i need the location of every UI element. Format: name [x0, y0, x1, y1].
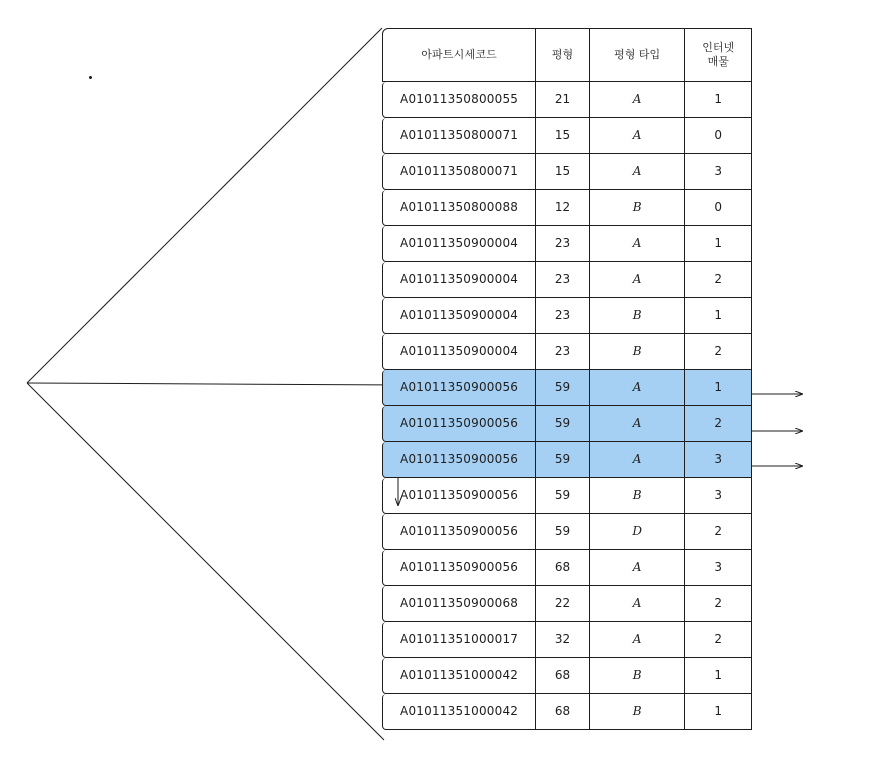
- cell-size: 59: [536, 370, 590, 405]
- cell-listings: 1: [714, 704, 723, 718]
- cell-code: A01011350900056: [383, 406, 536, 441]
- cell-type: A: [590, 82, 685, 117]
- table-row: [382, 226, 752, 262]
- table-row: [382, 190, 752, 226]
- table-row: [382, 442, 752, 478]
- cell-code: A01011350900004: [383, 262, 536, 297]
- cell-size: 12: [536, 190, 590, 225]
- table-row: [382, 694, 752, 730]
- cell-size: 59: [536, 478, 590, 513]
- cell-code: A01011350900004: [383, 334, 536, 369]
- table-row: [382, 478, 752, 514]
- table-row: [382, 514, 752, 550]
- cell-type: B: [590, 298, 685, 333]
- cell-listings: 3: [714, 452, 723, 466]
- cell-type: A: [590, 622, 685, 657]
- table-row: [382, 658, 752, 694]
- cell-size: 68: [536, 694, 590, 729]
- cell-size: 59: [536, 514, 590, 549]
- cell-size: 23: [536, 226, 590, 261]
- cell-code: A01011350900068: [383, 586, 536, 621]
- table-row: [382, 550, 752, 586]
- cell-code: A01011350900004: [383, 298, 536, 333]
- cell-type: A: [590, 442, 685, 477]
- zoom-line-bottom: [27, 383, 384, 740]
- cell-size: 23: [536, 262, 590, 297]
- cell-listings: 1: [714, 308, 723, 322]
- cell-type: B: [590, 478, 685, 513]
- table-row: [382, 298, 752, 334]
- cell-code: A01011350900056: [383, 442, 536, 477]
- table-body: [382, 82, 752, 730]
- cell-size: 23: [536, 298, 590, 333]
- cell-type: B: [590, 658, 685, 693]
- cell-type: D: [590, 514, 685, 549]
- table-row: [382, 370, 752, 406]
- table-header: [382, 28, 752, 82]
- cell-listings: 2: [714, 344, 723, 358]
- table-row: [382, 154, 752, 190]
- zoom-line-top: [27, 28, 382, 383]
- table-row: [382, 586, 752, 622]
- cell-code: A01011351000042: [383, 658, 536, 693]
- cell-size: 59: [536, 406, 590, 441]
- cell-size: 68: [536, 550, 590, 585]
- stray-dot: [89, 76, 92, 79]
- cell-type: A: [590, 370, 685, 405]
- cell-size: 15: [536, 118, 590, 153]
- cell-size: 32: [536, 622, 590, 657]
- cell-listings: 0: [714, 128, 723, 142]
- cell-type: B: [590, 190, 685, 225]
- header-size: 평형: [536, 29, 590, 81]
- cell-listings: 2: [714, 416, 723, 430]
- cell-code: A01011350900004: [383, 226, 536, 261]
- cell-type: A: [590, 118, 685, 153]
- cell-listings: 3: [714, 164, 723, 178]
- cell-listings: 3: [714, 488, 723, 502]
- cell-code: A01011350900056: [383, 550, 536, 585]
- cell-size: 68: [536, 658, 590, 693]
- cell-listings: 2: [714, 596, 723, 610]
- cell-size: 22: [536, 586, 590, 621]
- cell-code: A01011350800088: [383, 190, 536, 225]
- cell-listings: 1: [714, 92, 723, 106]
- cell-listings: 2: [714, 632, 723, 646]
- table-row: [382, 118, 752, 154]
- cell-listings: 3: [714, 560, 723, 574]
- cell-code: A01011351000017: [383, 622, 536, 657]
- table-row: [382, 622, 752, 658]
- table-row: [382, 334, 752, 370]
- cell-listings: 2: [714, 524, 723, 538]
- header-listings: 인터넷 매물: [702, 41, 735, 68]
- header-type: 평형 타입: [590, 29, 685, 81]
- cell-code: A01011350800071: [383, 118, 536, 153]
- cell-code: A01011350900056: [383, 370, 536, 405]
- cell-listings: 1: [714, 668, 723, 682]
- cell-size: 23: [536, 334, 590, 369]
- table-row: [382, 262, 752, 298]
- cell-listings: 2: [714, 272, 723, 286]
- cell-type: A: [590, 406, 685, 441]
- cell-listings: 1: [714, 236, 723, 250]
- cell-code: A01011350800071: [383, 154, 536, 189]
- cell-size: 59: [536, 442, 590, 477]
- cell-listings: 0: [714, 200, 723, 214]
- table-row: [382, 82, 752, 118]
- apartment-table: [382, 28, 752, 730]
- cell-size: 21: [536, 82, 590, 117]
- cell-type: B: [590, 334, 685, 369]
- cell-code: A01011350900056: [383, 478, 536, 513]
- table-row: [382, 406, 752, 442]
- cell-code: A01011350900056: [383, 514, 536, 549]
- cell-type: A: [590, 154, 685, 189]
- cell-listings: 1: [714, 380, 723, 394]
- cell-size: 15: [536, 154, 590, 189]
- cell-type: A: [590, 550, 685, 585]
- cell-type: A: [590, 586, 685, 621]
- cell-code: A01011351000042: [383, 694, 536, 729]
- cell-code: A01011350800055: [383, 82, 536, 117]
- cell-type: A: [590, 226, 685, 261]
- header-code: 아파트시세코드: [383, 29, 536, 81]
- cell-type: B: [590, 694, 685, 729]
- cell-type: A: [590, 262, 685, 297]
- pointer-arrow: [27, 383, 398, 505]
